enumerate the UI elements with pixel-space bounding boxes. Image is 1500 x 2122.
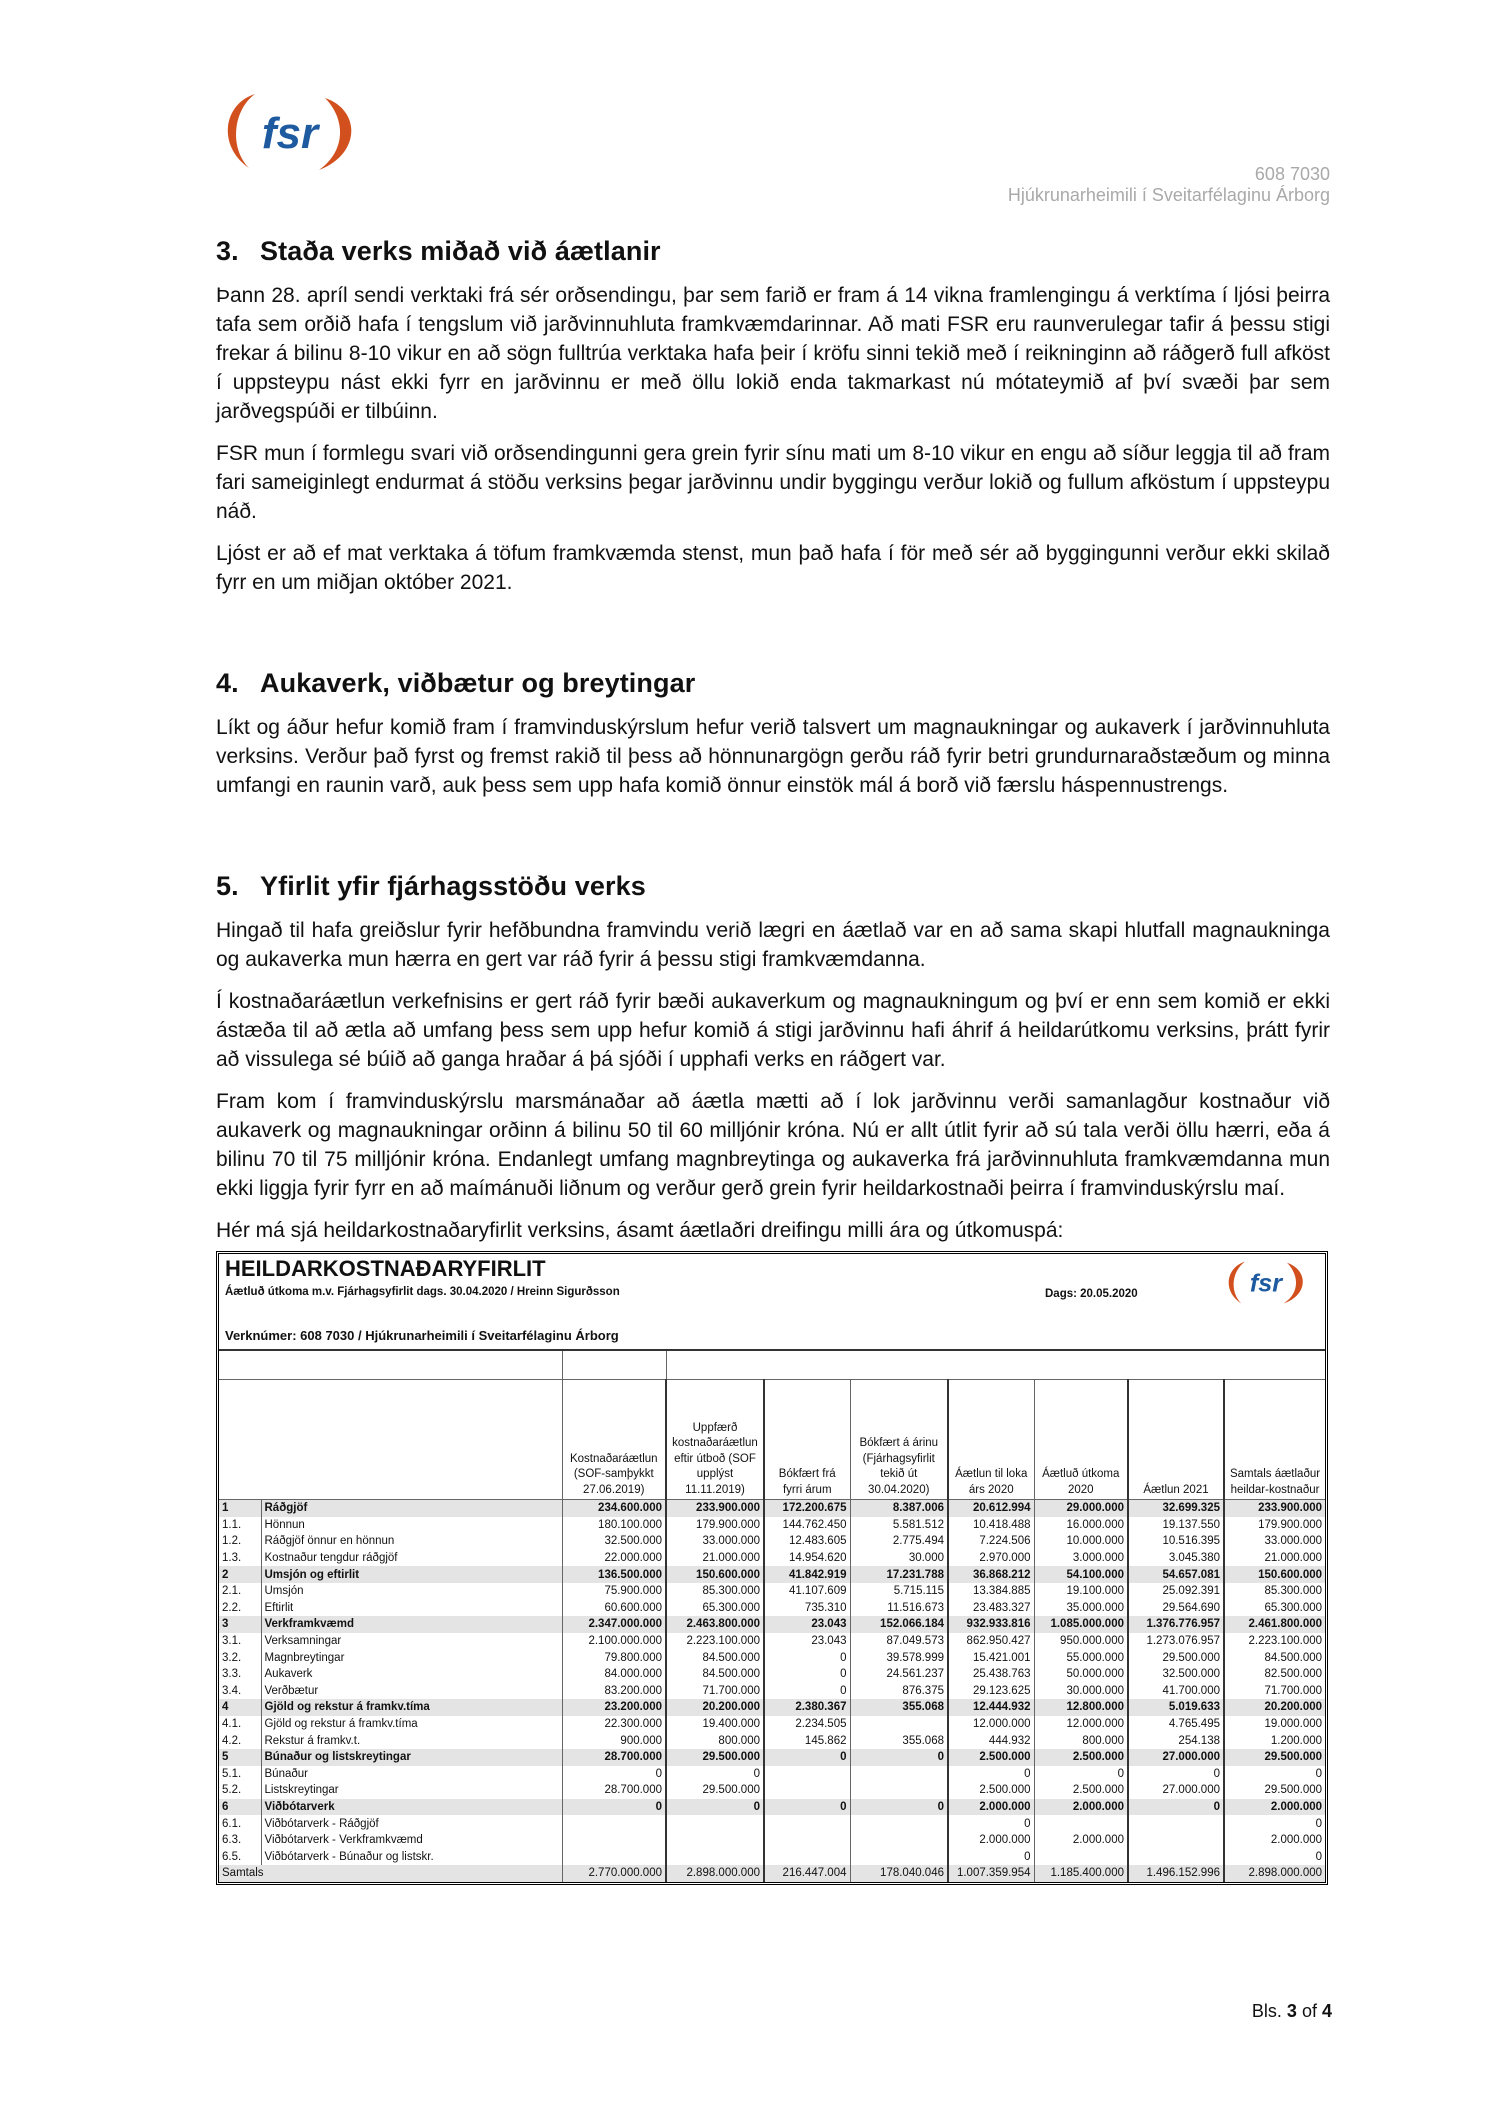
row-label: Listskreytingar [264, 1784, 339, 1797]
cell-value: 65.300.000 [666, 1600, 764, 1617]
cell-value: 29.564.690 [1128, 1600, 1224, 1617]
cell-value: 30.000.000 [1034, 1683, 1128, 1700]
cell-value: 29.500.000 [666, 1749, 764, 1766]
row-code: 3.1. [219, 1633, 261, 1650]
table-row [219, 1766, 1325, 1783]
cell-value: 136.500.000 [562, 1566, 666, 1583]
cell-value: 5.581.512 [850, 1517, 948, 1534]
cell-value: 85.300.000 [666, 1583, 764, 1600]
row-code: 3.2. [219, 1649, 261, 1666]
cell-value: 3.045.380 [1128, 1550, 1224, 1567]
cell-value: 12.444.932 [948, 1699, 1034, 1716]
paragraph: Í kostnaðaráætlun verkefnisins er gert ráð fyrir bæði aukaverkum og magnaukningum og því er enn sem komið er ekki ástæða til að ætla að umfang þess sem upp hefur komið á stigi jarðvinnu hafi áhrif á heildarútkomu verksins, þrátt fyrir að vissulega sé búið að ganga hraðar á þá sjóði í upphafi verks en ráðgert var. [216, 990, 1330, 1071]
table-group-row [219, 1699, 1325, 1716]
total-value: 216.447.004 [764, 1865, 850, 1882]
row-code: 6.5. [219, 1848, 261, 1865]
cell-value: 27.000.000 [1128, 1749, 1224, 1766]
cell-value: 800.000 [1034, 1732, 1128, 1749]
cell-value: 0 [764, 1666, 850, 1683]
row-code: 5.2. [219, 1782, 261, 1799]
cell-value: 1.376.776.957 [1128, 1616, 1224, 1633]
cell-value: 179.900.000 [666, 1517, 764, 1534]
cell-value: 0 [562, 1799, 666, 1816]
table-row [219, 1716, 1325, 1733]
sheet-subtitle: Áætluð útkoma m.v. Fjárhagsyfirlit dags. 30.04.2020 / Hreinn Sigurðsson [225, 1286, 620, 1298]
cell-value: 0 [850, 1799, 948, 1816]
cell-value: 234.600.000 [562, 1500, 666, 1517]
cell-value: 32.500.000 [1128, 1666, 1224, 1683]
cell-value: 16.000.000 [1034, 1517, 1128, 1534]
svg-text:fsr: fsr [261, 109, 319, 158]
cell-value: 735.310 [764, 1600, 850, 1617]
cell-value: 2.500.000 [948, 1749, 1034, 1766]
cell-value: 12.483.605 [764, 1533, 850, 1550]
row-label: Gjöld og rekstur á framkv.tíma [261, 1699, 562, 1716]
cell-value [764, 1782, 850, 1799]
cell-value: 29.500.000 [666, 1782, 764, 1799]
cell-value: 28.700.000 [562, 1782, 666, 1799]
table-row [219, 1782, 1325, 1799]
row-code: 4 [219, 1699, 261, 1716]
table-group-row [219, 1500, 1325, 1517]
row-label: Viðbótarverk [261, 1799, 562, 1816]
cell-value: 10.516.395 [1128, 1533, 1224, 1550]
table-row [219, 1666, 1325, 1683]
cell-value [764, 1832, 850, 1849]
row-code: 4.2. [219, 1732, 261, 1749]
cell-value [666, 1848, 764, 1865]
row-code: 5 [219, 1749, 261, 1766]
cell-value: 2.000.000 [948, 1799, 1034, 1816]
cell-value: 8.387.006 [850, 1500, 948, 1517]
cell-value: 20.200.000 [1224, 1699, 1325, 1716]
cell-value: 29.000.000 [1034, 1500, 1128, 1517]
cell-value: 0 [1224, 1766, 1325, 1783]
table-row [219, 1815, 1325, 1832]
cell-value: 41.842.919 [764, 1566, 850, 1583]
cell-value: 27.000.000 [1128, 1782, 1224, 1799]
cell-value: 39.578.999 [850, 1649, 948, 1666]
cell-value: 2.461.800.000 [1224, 1616, 1325, 1633]
cell-value [850, 1782, 948, 1799]
sheet-date: Dags: 20.05.2020 [1045, 1288, 1138, 1300]
table-row [219, 1848, 1325, 1865]
cell-value: 254.138 [1128, 1732, 1224, 1749]
cell-value [764, 1766, 850, 1783]
cell-value: 36.868.212 [948, 1566, 1034, 1583]
cell-value: 0 [562, 1766, 666, 1783]
column-header: Áætlun til loka árs 2020 [948, 1380, 1034, 1500]
cost-overview-sheet [216, 1251, 1328, 1885]
cell-value: 85.300.000 [1224, 1583, 1325, 1600]
cell-value: 17.231.788 [850, 1566, 948, 1583]
project-number: 608 7030 [1254, 164, 1330, 184]
row-label: Rekstur á framkv.t. [264, 1734, 361, 1747]
cell-value: 2.775.494 [850, 1533, 948, 1550]
column-header: Uppfærð kostnaðaráætlun eftir útboð (SOF upplýst 11.11.2019) [666, 1380, 764, 1500]
cell-value [562, 1832, 666, 1849]
paragraph: Hingað til hafa greiðslur fyrir hefðbundna framvindu verið lægri en áætlað var en að sama skapi hlutfall magnaukninga og aukaverka mun hærra en gert var ráð fyrir á þessu stigi framkvæmdanna. [216, 919, 1330, 971]
cell-value: 862.950.427 [948, 1633, 1034, 1650]
cell-value: 84.500.000 [666, 1649, 764, 1666]
cell-value [1034, 1848, 1128, 1865]
cell-value [1128, 1832, 1224, 1849]
cell-value: 3.000.000 [1034, 1550, 1128, 1567]
project-name: Hjúkrunarheimili í Sveitarfélaginu Árborg [1007, 185, 1330, 205]
column-header: Samtals áætlaður heildar-kostnaður [1224, 1380, 1325, 1500]
cell-value: 23.483.327 [948, 1600, 1034, 1617]
cell-value: 2.500.000 [1034, 1782, 1128, 1799]
total-label: Samtals [219, 1865, 562, 1882]
cell-value: 2.234.505 [764, 1716, 850, 1733]
cell-value: 65.300.000 [1224, 1600, 1325, 1617]
cell-value: 29.500.000 [1224, 1782, 1325, 1799]
table-row [219, 1533, 1325, 1550]
cell-value: 19.100.000 [1034, 1583, 1128, 1600]
fsr-logo-icon [215, 88, 365, 176]
cell-value: 2.500.000 [948, 1782, 1034, 1799]
cell-value: 5.019.633 [1128, 1699, 1224, 1716]
table-row [219, 1600, 1325, 1617]
cell-value: 21.000.000 [1224, 1550, 1325, 1567]
cell-value: 2.000.000 [1224, 1832, 1325, 1849]
cell-value: 0 [764, 1649, 850, 1666]
cell-value: 150.600.000 [1224, 1566, 1325, 1583]
cell-value: 20.612.994 [948, 1500, 1034, 1517]
cell-value: 0 [948, 1848, 1034, 1865]
row-code: 2.1. [219, 1583, 261, 1600]
row-label: Verðbætur [264, 1684, 319, 1697]
cell-value: 4.765.495 [1128, 1716, 1224, 1733]
cell-value: 0 [1128, 1766, 1224, 1783]
cell-value: 0 [764, 1749, 850, 1766]
cell-value: 1.273.076.957 [1128, 1633, 1224, 1650]
row-code: 6 [219, 1799, 261, 1816]
cell-value: 150.600.000 [666, 1566, 764, 1583]
cell-value: 2.970.000 [948, 1550, 1034, 1567]
cell-value: 900.000 [562, 1732, 666, 1749]
cell-value: 13.384.885 [948, 1583, 1034, 1600]
cell-value: 7.224.506 [948, 1533, 1034, 1550]
cell-value: 22.300.000 [562, 1716, 666, 1733]
cell-value [850, 1716, 948, 1733]
row-code: 3 [219, 1616, 261, 1633]
row-label: Verkframkvæmd [261, 1616, 562, 1633]
row-code: 3.4. [219, 1683, 261, 1700]
page-number: Bls. 3 of 4 [1251, 2001, 1332, 2021]
cell-value: 800.000 [666, 1732, 764, 1749]
column-header: Bókfært frá fyrri árum [764, 1380, 850, 1500]
cell-value: 5.715.115 [850, 1583, 948, 1600]
paragraph: Ljóst er að ef mat verktaka á töfum framkvæmda stenst, mun það hafa í för með sér að byggingunni verður ekki skilað fyrr en um miðjan október 2021. [216, 542, 1330, 594]
table-row [219, 1832, 1325, 1849]
cell-value [1128, 1815, 1224, 1832]
cell-value: 355.068 [850, 1732, 948, 1749]
cell-value: 75.900.000 [562, 1583, 666, 1600]
row-label: Hönnun [264, 1518, 305, 1531]
row-label: Eftirlit [264, 1601, 294, 1614]
row-code: 2.2. [219, 1600, 261, 1617]
row-code: 2 [219, 1566, 261, 1583]
cell-value: 20.200.000 [666, 1699, 764, 1716]
cell-value: 22.000.000 [562, 1550, 666, 1567]
cell-value: 33.000.000 [666, 1533, 764, 1550]
cell-value: 84.000.000 [562, 1666, 666, 1683]
cell-value: 28.700.000 [562, 1749, 666, 1766]
fsr-logo-small-icon [1221, 1258, 1311, 1306]
cell-value: 83.200.000 [562, 1683, 666, 1700]
cell-value: 2.000.000 [948, 1832, 1034, 1849]
total-value: 2.898.000.000 [666, 1865, 764, 1882]
table-row [219, 1732, 1325, 1749]
cell-value: 41.107.609 [764, 1583, 850, 1600]
row-label: Umsjón og eftirlit [261, 1566, 562, 1583]
cell-value [850, 1848, 948, 1865]
row-label: Ráðgjöf önnur en hönnun [264, 1535, 395, 1548]
cell-value [850, 1815, 948, 1832]
cell-value: 0 [1224, 1848, 1325, 1865]
cell-value: 60.600.000 [562, 1600, 666, 1617]
table-row [219, 1517, 1325, 1534]
row-code: 4.1. [219, 1716, 261, 1733]
cell-value: 0 [666, 1766, 764, 1783]
cell-value: 23.043 [764, 1633, 850, 1650]
cell-value: 0 [1224, 1815, 1325, 1832]
cell-value: 23.043 [764, 1616, 850, 1633]
svg-text:fsr: fsr [1249, 1269, 1283, 1298]
total-value: 1.007.359.954 [948, 1865, 1034, 1882]
row-code: 6.1. [219, 1815, 261, 1832]
cell-value: 233.900.000 [1224, 1500, 1325, 1517]
cell-value: 932.933.816 [948, 1616, 1034, 1633]
row-code: 5.1. [219, 1766, 261, 1783]
row-code: 1.1. [219, 1517, 261, 1534]
total-value: 2.898.000.000 [1224, 1865, 1325, 1882]
cell-value: 84.500.000 [666, 1666, 764, 1683]
cell-value: 0 [948, 1815, 1034, 1832]
row-label: Magnbreytingar [264, 1651, 345, 1664]
cell-value: 0 [948, 1766, 1034, 1783]
cell-value: 180.100.000 [562, 1517, 666, 1534]
paragraph: Líkt og áður hefur komið fram í framvinduskýrslum hefur verið talsvert um magnaukningar og aukaverk í jarðvinnuhluta verksins. Verður það fyrst og fremst rakið til þess að hönnunargögn gerðu ráð fyrir betri grundurnaraðstæðum og minna umfangi en raunin varð, auk þess sem upp hafa komið önnur einstök mál á borð við færslu háspennustrengs. [216, 716, 1330, 797]
row-code: 1.3. [219, 1550, 261, 1567]
cell-value [666, 1815, 764, 1832]
cell-value [562, 1815, 666, 1832]
cell-value: 50.000.000 [1034, 1666, 1128, 1683]
cell-value: 2.100.000.000 [562, 1633, 666, 1650]
cell-value [562, 1848, 666, 1865]
row-code: 1 [219, 1500, 261, 1517]
cell-value: 23.200.000 [562, 1699, 666, 1716]
section-5-heading: 5. Yfirlit yfir fjárhagsstöðu verks [216, 871, 646, 901]
cell-value: 32.500.000 [562, 1533, 666, 1550]
cell-value [850, 1832, 948, 1849]
cell-value: 2.000.000 [1034, 1832, 1128, 1849]
cell-value: 12.000.000 [948, 1716, 1034, 1733]
cell-value: 1.085.000.000 [1034, 1616, 1128, 1633]
table-row [219, 1583, 1325, 1600]
cell-value: 87.049.573 [850, 1633, 948, 1650]
table-header-row [219, 1380, 1325, 1500]
cell-value: 144.762.450 [764, 1517, 850, 1534]
total-value: 1.496.152.996 [1128, 1865, 1224, 1882]
cell-value: 71.700.000 [666, 1683, 764, 1700]
table-row [219, 1550, 1325, 1567]
cell-value: 54.657.081 [1128, 1566, 1224, 1583]
cell-value: 79.800.000 [562, 1649, 666, 1666]
cell-value [1128, 1848, 1224, 1865]
table-group-row [219, 1799, 1325, 1816]
table-group-row [219, 1566, 1325, 1583]
cell-value: 29.123.625 [948, 1683, 1034, 1700]
cell-value: 29.500.000 [1224, 1749, 1325, 1766]
cell-value [1034, 1815, 1128, 1832]
cell-value: 10.000.000 [1034, 1533, 1128, 1550]
cell-value: 0 [764, 1799, 850, 1816]
row-label: Verksamningar [264, 1635, 342, 1648]
cell-value: 876.375 [850, 1683, 948, 1700]
column-header: Bókfært á árinu (Fjárhagsyfirlit tekið út 30.04.2020) [850, 1380, 948, 1500]
row-label: Búnaður og listskreytingar [261, 1749, 562, 1766]
cell-value: 82.500.000 [1224, 1666, 1325, 1683]
column-header: Áætlun 2021 [1128, 1380, 1224, 1500]
paragraph: Þann 28. apríl sendi verktaki frá sér orðsendingu, þar sem farið er fram á 14 vikna framlengingu á verktíma í ljósi þeirra tafa sem orðið hafa í tengslum við jarðvinnuhluta framkvæmdarinnar. Að mati FSR eru raunverulegar tafir á þessu stigi frekar á bilinu 8-10 vikur en að sögn fulltrúa verktaka hafa þeir í kröfu sinni tekið með í reikninginn að ráðgerð full afköst í uppsteypu nást ekki fyrr en jarðvinnu er með öllu lokið enda takmarkast nú mótateymið af því svæði þar sem jarðvegspúði er tilbúinn. [216, 284, 1330, 423]
cell-value: 152.066.184 [850, 1616, 948, 1633]
fsr-logo [215, 88, 365, 176]
cell-value: 32.699.325 [1128, 1500, 1224, 1517]
column-header: Áætluð útkoma 2020 [1034, 1380, 1128, 1500]
cell-value: 21.000.000 [666, 1550, 764, 1567]
cell-value: 12.000.000 [1034, 1716, 1128, 1733]
cell-value: 2.223.100.000 [1224, 1633, 1325, 1650]
cell-value: 0 [1034, 1766, 1128, 1783]
row-label: Gjöld og rekstur á framkv.tíma [264, 1718, 418, 1731]
table-intro: Hér má sjá heildarkostnaðaryfirlit verksins, ásamt áætlaðri dreifingu milli ára og útkomuspá: [216, 1219, 1064, 1242]
cell-value: 2.347.000.000 [562, 1616, 666, 1633]
cell-value: 355.068 [850, 1699, 948, 1716]
row-label: Aukaverk [264, 1668, 313, 1681]
cell-value: 2.000.000 [1034, 1799, 1128, 1816]
cell-value: 19.137.550 [1128, 1517, 1224, 1534]
section-3-heading: 3. Staða verks miðað við áætlanir [216, 236, 661, 266]
cell-value: 145.862 [764, 1732, 850, 1749]
cell-value: 179.900.000 [1224, 1517, 1325, 1534]
cell-value: 172.200.675 [764, 1500, 850, 1517]
cell-value: 35.000.000 [1034, 1600, 1128, 1617]
column-header: Kostnaðaráætlun (SOF-samþykkt 27.06.2019) [562, 1380, 666, 1500]
section-4-heading: 4. Aukaverk, viðbætur og breytingar [216, 668, 696, 698]
cell-value: 2.463.800.000 [666, 1616, 764, 1633]
cell-value: 14.954.620 [764, 1550, 850, 1567]
row-label: Ráðgjöf [261, 1500, 562, 1517]
row-label: Viðbótarverk - Verkframkvæmd [264, 1834, 423, 1847]
table-row [219, 1649, 1325, 1666]
cell-value: 0 [764, 1683, 850, 1700]
cell-value: 30.000 [850, 1550, 948, 1567]
cell-value [666, 1832, 764, 1849]
cell-value: 0 [850, 1749, 948, 1766]
cell-value: 25.092.391 [1128, 1583, 1224, 1600]
cell-value: 12.800.000 [1034, 1699, 1128, 1716]
cell-value: 19.400.000 [666, 1716, 764, 1733]
cell-value: 29.500.000 [1128, 1649, 1224, 1666]
row-label: Viðbótarverk - Ráðgjöf [264, 1817, 379, 1830]
cell-value: 11.516.673 [850, 1600, 948, 1617]
cell-value: 54.100.000 [1034, 1566, 1128, 1583]
row-label: Kostnaður tengdur ráðgjöf [264, 1552, 398, 1565]
row-code: 6.3. [219, 1832, 261, 1849]
row-code: 3.3. [219, 1666, 261, 1683]
cell-value [850, 1766, 948, 1783]
row-label: Umsjón [264, 1585, 304, 1598]
total-value: 1.185.400.000 [1034, 1865, 1128, 1882]
cell-value: 24.561.237 [850, 1666, 948, 1683]
row-code: 1.2. [219, 1533, 261, 1550]
sheet-title: HEILDARKOSTNAÐARYFIRLIT [225, 1256, 546, 1281]
cell-value: 84.500.000 [1224, 1649, 1325, 1666]
cell-value: 2.223.100.000 [666, 1633, 764, 1650]
total-value: 2.770.000.000 [562, 1865, 666, 1882]
cell-value: 950.000.000 [1034, 1633, 1128, 1650]
sheet-project: Verknúmer: 608 7030 / Hjúkrunarheimili í Sveitarfélaginu Árborg [219, 1324, 1325, 1351]
cell-value: 19.000.000 [1224, 1716, 1325, 1733]
cell-value: 233.900.000 [666, 1500, 764, 1517]
table-group-row [219, 1749, 1325, 1766]
row-label: Viðbótarverk - Búnaður og listskr. [264, 1850, 434, 1863]
document-body [216, 236, 1330, 1885]
paragraph: Fram kom í framvinduskýrslu marsmánaðar að áætla mætti að í lok jarðvinnu verði samanlagður kostnaður við aukaverk og magnaukningar orðinn á bilinu 50 til 60 milljónir króna. Nú er allt útlit fyrir að sú tala verði öllu hærri, eða á bilinu 70 til 75 milljónir króna. Endanlegt umfang magnbreytinga og aukaverka frá jarðvinnuhluta framkvæmdanna mun ekki liggja fyrir fyrr en að maímánuði liðnum og verður gerð grein fyrir heildarkostnaði þeirra í framvinduskýrslu maí. [216, 1090, 1330, 1200]
table-row [219, 1633, 1325, 1650]
cell-value: 2.380.367 [764, 1699, 850, 1716]
row-label: Búnaður [264, 1767, 308, 1780]
cell-value: 71.700.000 [1224, 1683, 1325, 1700]
cell-value: 10.418.488 [948, 1517, 1034, 1534]
table-group-row [219, 1616, 1325, 1633]
table-row [219, 1683, 1325, 1700]
cell-value: 2.500.000 [1034, 1749, 1128, 1766]
cell-value: 2.000.000 [1224, 1799, 1325, 1816]
document-header [1008, 164, 1330, 206]
cell-value: 444.932 [948, 1732, 1034, 1749]
cell-value: 55.000.000 [1034, 1649, 1128, 1666]
cell-value: 0 [1128, 1799, 1224, 1816]
cell-value [764, 1815, 850, 1832]
total-value: 178.040.046 [850, 1865, 948, 1882]
cell-value: 1.200.000 [1224, 1732, 1325, 1749]
table-total-row [219, 1865, 1325, 1882]
paragraph: FSR mun í formlegu svari við orðsendingunni gera grein fyrir sínu mati um 8-10 vikur en engu að síður leggja til að fram fari sameiginlegt endurmat á stöðu verksins þegar jarðvinnu undir byggingu verður lokið og fullum afköstum í uppsteypu náð. [216, 442, 1330, 523]
cell-value: 25.438.763 [948, 1666, 1034, 1683]
cost-table [219, 1351, 1325, 1882]
cell-value: 33.000.000 [1224, 1533, 1325, 1550]
table-spacer-row [219, 1351, 1325, 1380]
cell-value: 15.421.001 [948, 1649, 1034, 1666]
cell-value [764, 1848, 850, 1865]
cell-value: 41.700.000 [1128, 1683, 1224, 1700]
cell-value: 0 [666, 1799, 764, 1816]
